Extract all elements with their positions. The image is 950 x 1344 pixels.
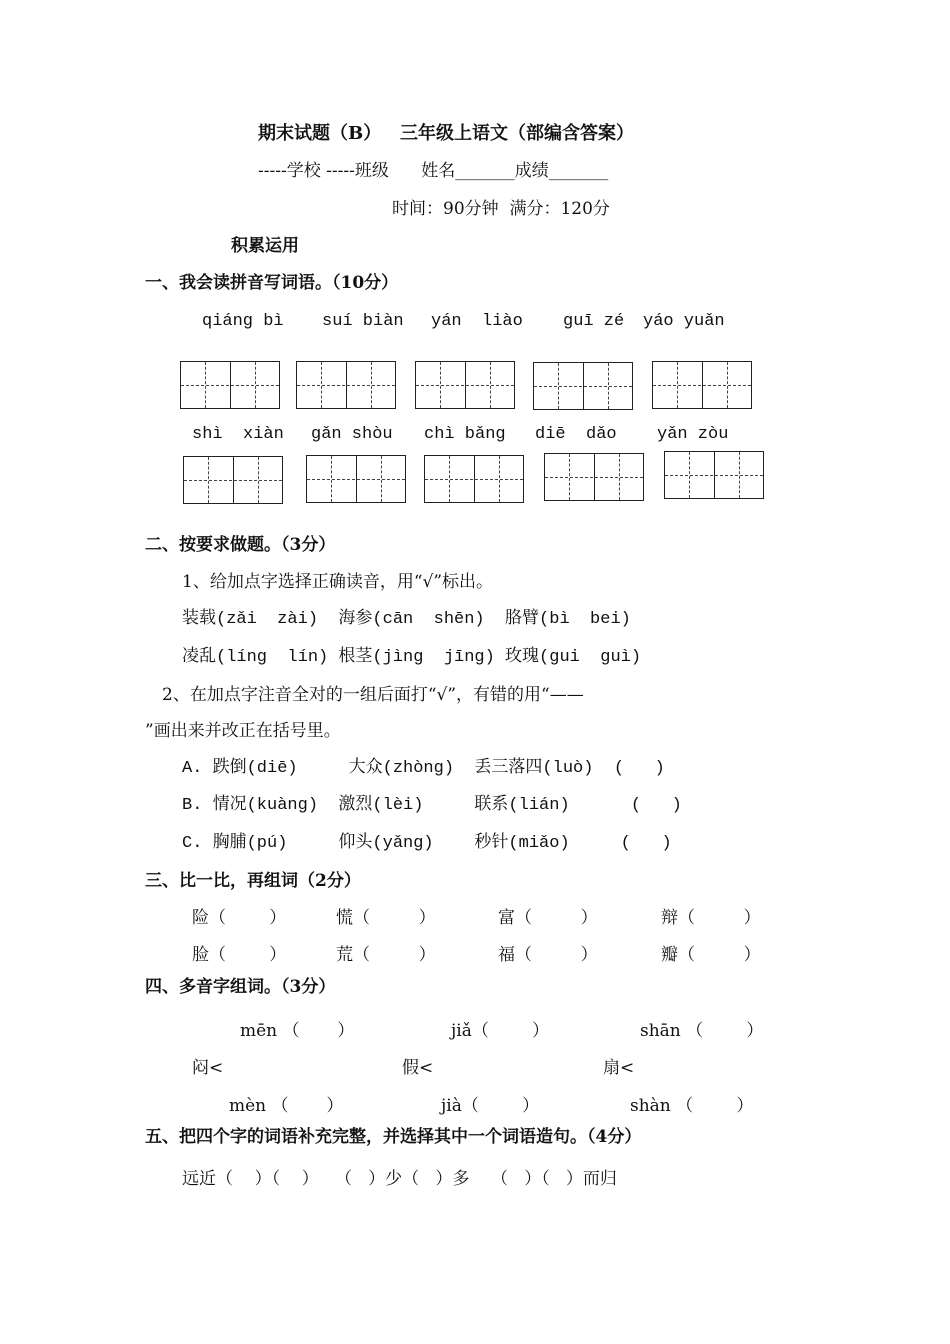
pinyin-label: yáo yuǎn xyxy=(643,312,725,331)
q2-part1-line2: 凌乱(líng lín) 根茎(jìng jīng) 玫瑰(gui guì) xyxy=(182,648,642,667)
polyphone-reading: jià（ ） xyxy=(441,1096,540,1116)
polyphone-reading: mèn （ ） xyxy=(229,1096,344,1116)
compare-item: 慌（ ） xyxy=(336,908,436,928)
q5-fill-line: 远近（ ）（ ） （ ）少（ ）多 （ ）（ ）而归 xyxy=(182,1169,617,1189)
polyphone-reading: shān （ ） xyxy=(640,1021,764,1041)
polyphone-reading: shàn （ ） xyxy=(630,1096,754,1116)
polyphone-char: 假< xyxy=(402,1058,434,1078)
polyphone-char: 扇< xyxy=(603,1058,635,1078)
q2-part2-instruction-cont: ”画出来并改正在括号里。 xyxy=(145,721,341,741)
pinyin-label: chì bǎng xyxy=(424,425,506,444)
writing-grid[interactable] xyxy=(415,361,515,409)
pinyin-label: yǎn zòu xyxy=(657,425,729,444)
writing-grid[interactable] xyxy=(652,361,752,409)
compare-item: 险（ ） xyxy=(192,908,287,928)
writing-grid[interactable] xyxy=(544,453,644,501)
writing-grid[interactable] xyxy=(296,361,396,409)
writing-grid[interactable] xyxy=(183,456,283,504)
writing-grid[interactable] xyxy=(180,361,280,409)
q2-part1-line1: 装载(zǎi zài) 海参(cān shēn) 胳臂(bì bei) xyxy=(182,610,631,629)
pinyin-label: yán liào xyxy=(431,312,523,331)
pinyin-label: shì xiàn xyxy=(192,425,284,444)
q5-title: 五、把四个字的词语补充完整，并选择其中一个词语造句。（4分） xyxy=(145,1127,642,1147)
q4-title: 四、多音字组词。（3分） xyxy=(145,977,336,997)
q2-option-c: C. 胸脯(pú) 仰头(yǎng) 秒针(miǎo) ( ) xyxy=(182,834,672,853)
pinyin-label: diē dǎo xyxy=(535,425,617,444)
writing-grid[interactable] xyxy=(533,362,633,410)
polyphone-reading: mēn （ ） xyxy=(240,1021,355,1041)
compare-item: 荒（ ） xyxy=(336,945,436,965)
compare-item: 辩（ ） xyxy=(661,908,761,928)
compare-item: 瓣（ ） xyxy=(661,945,761,965)
polyphone-char: 闷< xyxy=(192,1058,224,1078)
q2-part1-instruction: 1、给加点字选择正确读音，用“√”标出。 xyxy=(182,572,494,592)
q2-option-a: A. 跌倒(diē) 大众(zhòng) 丢三落四(luò) ( ) xyxy=(182,759,665,778)
q3-title: 三、比一比，再组词（2分） xyxy=(145,871,361,891)
q2-option-b: B. 情况(kuàng) 激烈(lèi) 联系(lián) ( ) xyxy=(182,796,682,815)
writing-grid[interactable] xyxy=(306,455,406,503)
compare-item: 富（ ） xyxy=(498,908,598,928)
polyphone-reading: jiǎ（ ） xyxy=(451,1021,550,1041)
compare-item: 福（ ） xyxy=(498,945,598,965)
compare-item: 脸（ ） xyxy=(192,945,287,965)
writing-grid[interactable] xyxy=(664,451,764,499)
q1-title: 一、我会读拼音写词语。（10分） xyxy=(145,273,399,293)
q2-title: 二、按要求做题。（3分） xyxy=(145,535,336,555)
writing-grid[interactable] xyxy=(424,455,524,503)
pinyin-label: gǎn shòu xyxy=(311,425,393,444)
page-title: 期末试题（B） 三年级上语文（部编含答案） xyxy=(258,123,635,144)
q2-part2-instruction: 2、在加点字注音全对的一组后面打“√”，有错的用“—— xyxy=(162,685,584,705)
pinyin-label: qiáng bì xyxy=(202,312,284,331)
pinyin-label: suí biàn xyxy=(322,312,404,331)
pinyin-label: guī zé xyxy=(563,312,625,331)
student-info-line: -----学校 -----班级 姓名_______成绩_______ xyxy=(258,161,609,181)
section-label: 积累运用 xyxy=(231,236,299,256)
time-line: 时间：90分钟 满分：120分 xyxy=(392,199,610,219)
